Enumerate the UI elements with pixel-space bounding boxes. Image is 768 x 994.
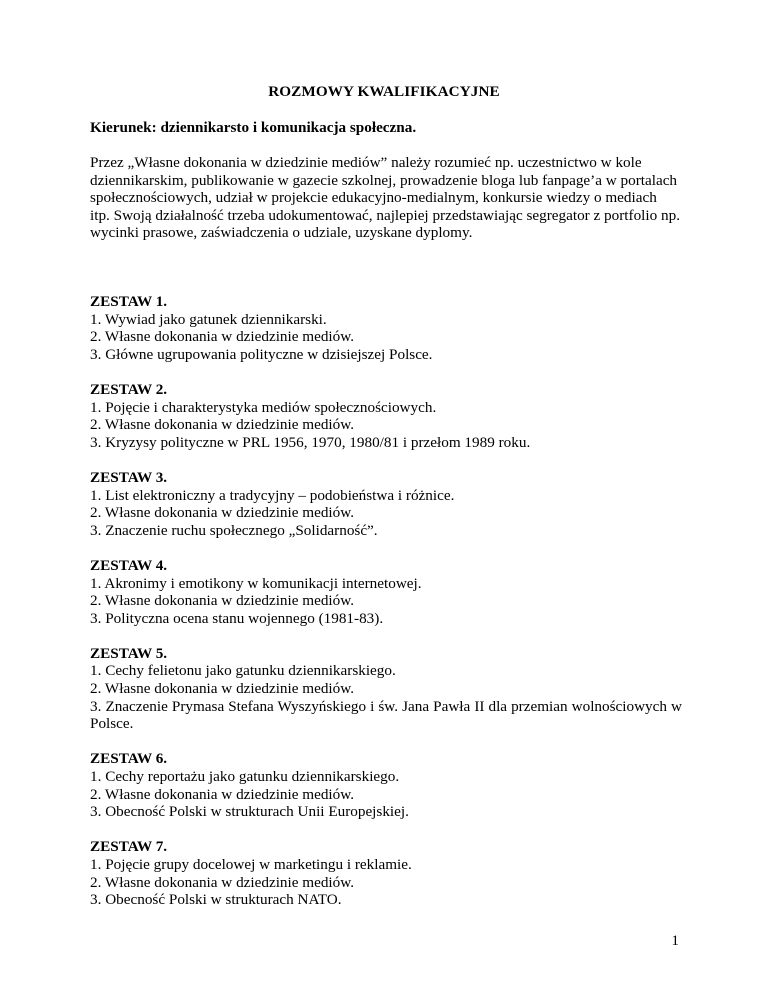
set-title: ZESTAW 4. [90,556,168,574]
set-item: 2. Własne dokonania w dziedzinie mediów. [90,328,355,346]
set-item: 3. Obecność Polski w strukturach Unii Europejskiej. [90,803,409,821]
set-item: 2. Własne dokonania w dziedzinie mediów. [90,873,355,891]
set-title: ZESTAW 6. [90,750,168,768]
set-item: 2. Własne dokonania w dziedzinie mediów. [90,416,355,434]
question-sets [90,293,682,926]
set-item: 3. Polityczna ocena stanu wojennego (1981-83). [90,609,384,627]
question-set [90,293,682,363]
set-item: 2. Własne dokonania w dziedzinie mediów. [90,592,355,610]
set-item: 1. Pojęcie i charakterystyka mediów społecznościowych. [90,398,437,416]
document-title: ROZMOWY KWALIFIKACYJNE [268,83,500,100]
question-set [90,838,682,908]
direction-heading: Kierunek: dziennikarsto i komunikacja społeczna. [90,119,417,136]
set-title: ZESTAW 2. [90,380,168,398]
question-set [90,750,682,820]
intro-paragraph: Przez „Własne dokonania w dziedzinie mediów” należy rozumieć np. uczestnictwo w kole dziennikarskim, publikowanie w gazecie szkolnej, prowadzenie bloga lub fanpage’a w portalach społecznościowych, udział w projekcie edukacyjno-medialnym, konkursie wiedzy o mediach itp. Swoją działalność trzeba udokumentować, najlepiej przedstawiając segregator z portfolio np. wycinki prasowe, zaświadczenia o udziale, uzyskane dyplomy. [90,154,680,242]
set-title: ZESTAW 3. [90,468,168,486]
question-set [90,557,682,627]
set-item: 1. List elektroniczny a tradycyjny – podobieństwa i różnice. [90,486,455,504]
set-item: 2. Własne dokonania w dziedzinie mediów. [90,785,355,803]
set-item: 2. Własne dokonania w dziedzinie mediów. [90,680,355,698]
question-set [90,645,682,733]
page-number: 1 [671,932,679,949]
set-item: 1. Cechy felietonu jako gatunku dziennikarskiego. [90,662,396,680]
question-set [90,469,682,539]
set-item: 2. Własne dokonania w dziedzinie mediów. [90,504,355,522]
set-item: 1. Cechy reportażu jako gatunku dziennikarskiego. [90,768,400,786]
question-set [90,381,682,451]
set-item: 3. Kryzysy polityczne w PRL 1956, 1970, 1980/81 i przełom 1989 roku. [90,433,531,451]
set-title: ZESTAW 7. [90,838,168,856]
set-item: 1. Akronimy i emotikony w komunikacji internetowej. [90,574,422,592]
set-item: 1. Wywiad jako gatunek dziennikarski. [90,310,327,328]
set-item: 3. Główne ugrupowania polityczne w dzisiejszej Polsce. [90,345,433,363]
set-item: 1. Pojęcie grupy docelowej w marketingu i reklamie. [90,856,412,873]
set-title: ZESTAW 5. [90,644,168,662]
set-item: 3. Znaczenie ruchu społecznego „Solidarność”. [90,521,378,539]
set-item: 3. Obecność Polski w strukturach NATO. [90,891,342,909]
set-title: ZESTAW 1. [90,293,168,310]
set-item: 3. Znaczenie Prymasa Stefana Wyszyńskiego i św. Jana Pawła II dla przemian wolnościowych w Polsce. [90,697,682,733]
